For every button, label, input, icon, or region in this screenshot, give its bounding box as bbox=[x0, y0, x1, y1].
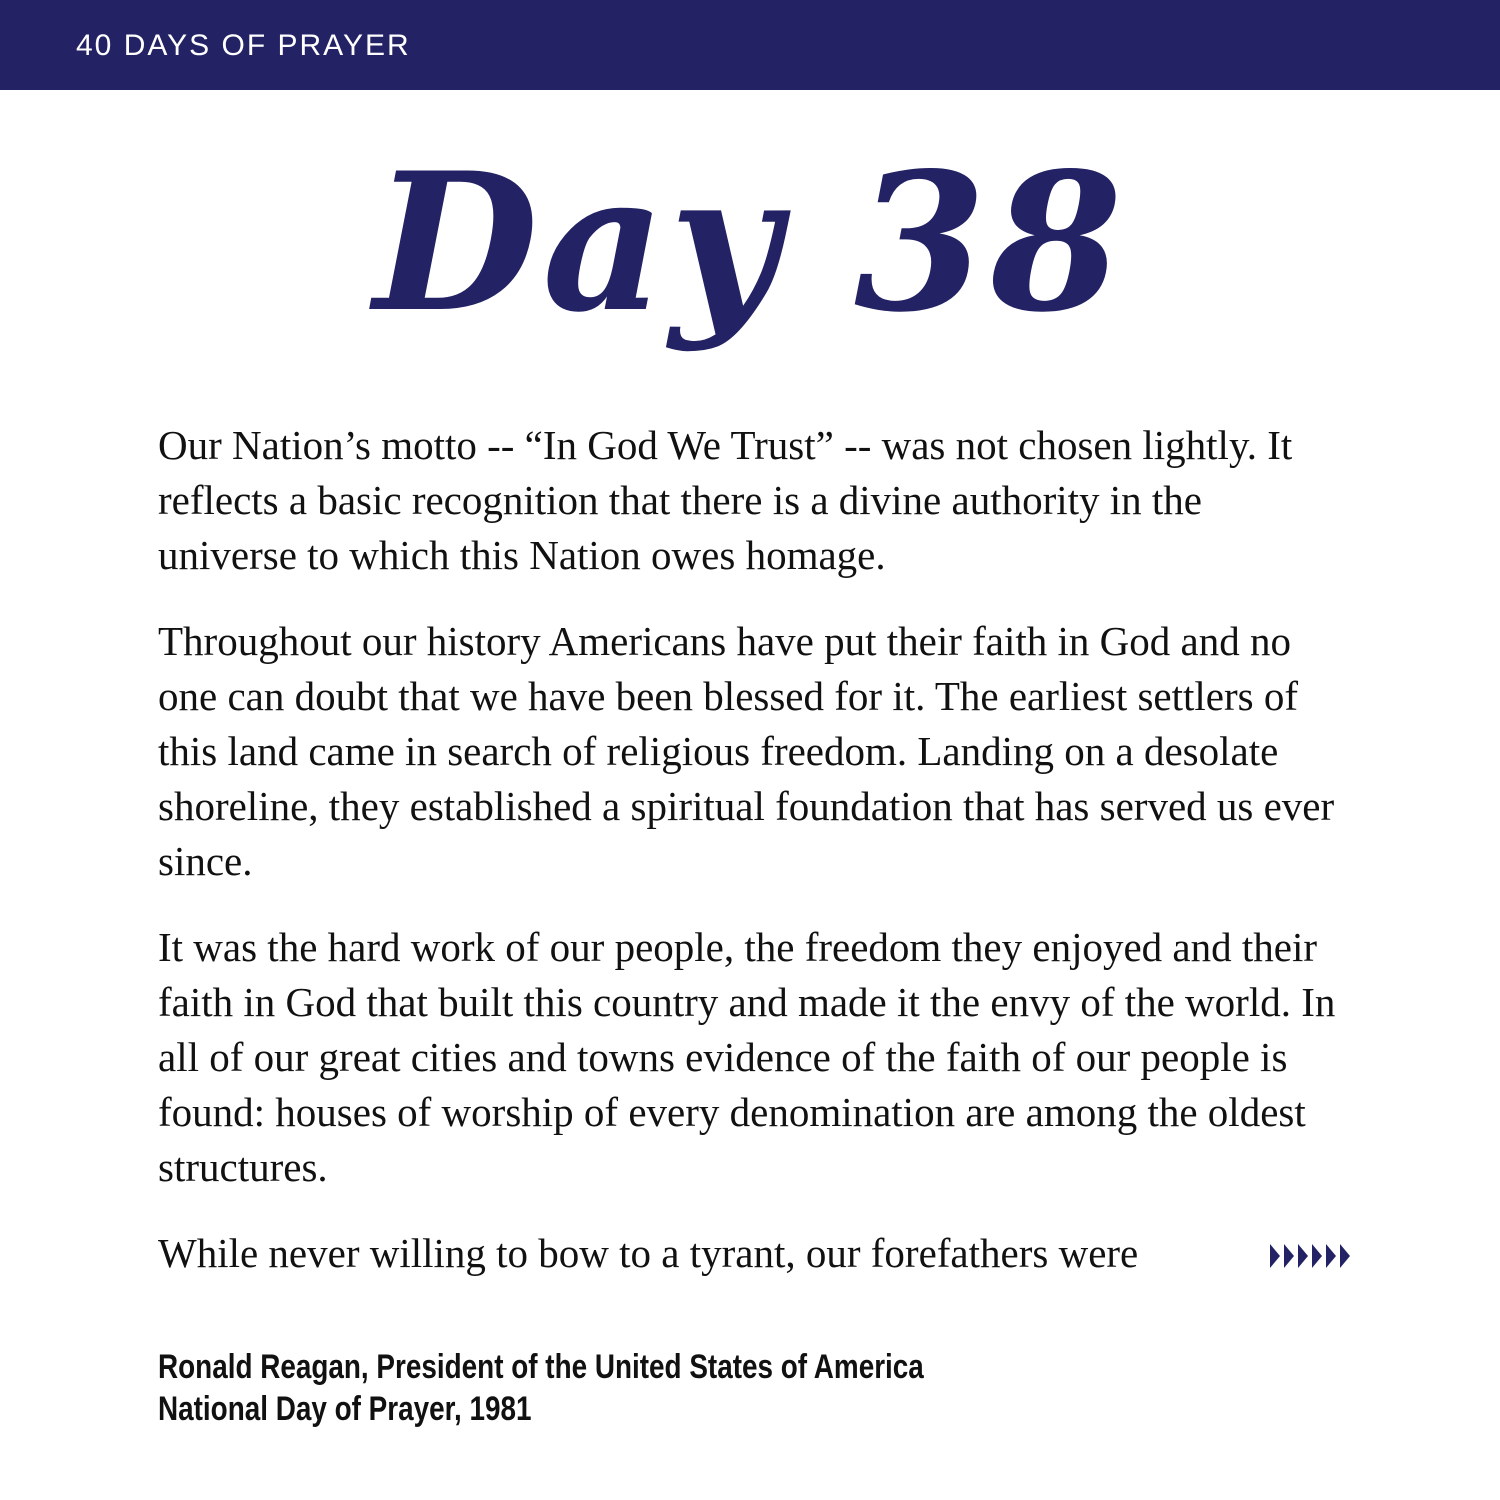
quote-body bbox=[158, 418, 1338, 1281]
series-title: 40 DAYS OF PRAYER bbox=[76, 29, 411, 62]
attribution bbox=[158, 1346, 924, 1430]
continue-arrows-icon bbox=[1268, 1240, 1356, 1272]
paragraph-1: Our Nation’s motto -- “In God We Trust” -- was not chosen lightly. It reflects a basic recognition that there is a divine authority in the universe to which this Nation owes homage. bbox=[158, 422, 1293, 578]
header-bar bbox=[0, 0, 1500, 90]
paragraph-2: Throughout our history Americans have put their faith in God and no one can doubt that we have been blessed for it. The earliest settlers of this land came in search of religious freedom. Landing on a desolate shoreline, they established a spiritual foundation that has served us ever since. bbox=[158, 618, 1335, 884]
attribution-source: National Day of Prayer, 1981 bbox=[158, 1390, 532, 1428]
paragraph-4: While never willing to bow to a tyrant, our forefathers were bbox=[158, 1230, 1139, 1276]
paragraph-3: It was the hard work of our people, the freedom they enjoyed and their faith in God that built this country and made it the envy of the world. In all of our great cities and towns evidence of the faith of our people is found: houses of worship of every denomination are among the oldest structures. bbox=[158, 924, 1336, 1190]
day-heading: Day 38 bbox=[373, 131, 1127, 354]
attribution-author: Ronald Reagan, President of the United States of America bbox=[158, 1348, 924, 1386]
